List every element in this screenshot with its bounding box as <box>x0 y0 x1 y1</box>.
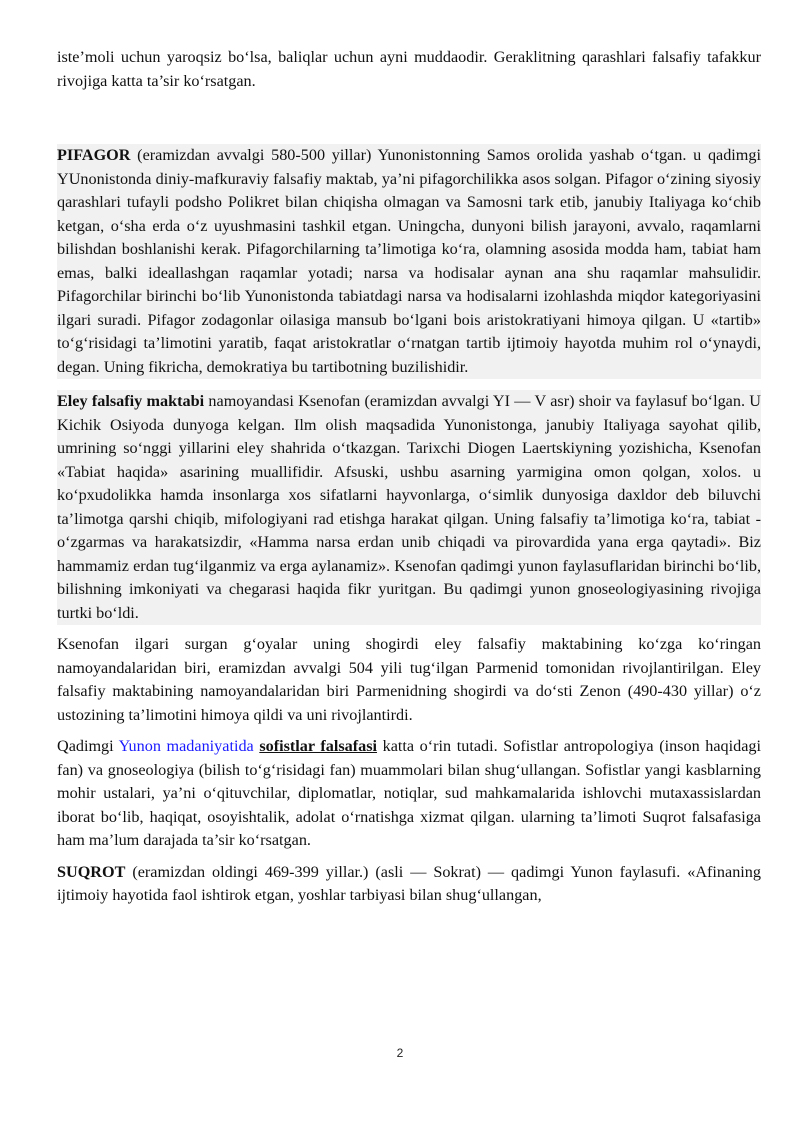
paragraph-eley-body: namoyandasi Ksenofan (eramizdan avvalgi YI — V asr) shoir va faylasuf bo‘lgan. U Kichik Osiyoda dunyoga kelgan. Ilm olish maqsadida Yunonistonga, janubiy Italiyaga sayohat qilib, umrining so‘nggi yillarini eley shahrida o‘tkazgan. Tarixchi Diogen Laertskiyning yozishicha, Ksenofan «Tabiat haqida» asarining muallifidir. Afsuski, ushbu asarning yarmigina omon qolgan, xolos. u ko‘pxudolikka hamda insonlarga xos sifatlarni hayvonlarga, o‘simlik dunyosiga daxldor deb biluvchi ta’limotga qarshi chiqib, mifologiyani rad etishga harakat qilgan. Uning falsafiy ta’limotiga ko‘ra, tabiat - o‘zgarmas va harakatsizdir, «Hamma narsa erdan unib chiqadi va pirovardida yana erga qaytadi». Biz hammamiz erdan tug‘ilganmiz va erga aylanamiz». Ksenofan qadimgi yunon faylasuflaridan birinchi bo‘lib, bilishning imkoniyati va chegarasi haqida fikr yuritgan. Bu qadimgi yunon gnoseologiyasining rivojiga turtki bo‘ldi. <box>57 392 761 622</box>
term-eley: Eley falsafiy maktabi <box>57 392 205 410</box>
link-sofistlar-falsafasi[interactable]: sofistlar falsafasi <box>259 737 378 755</box>
paragraph-heraclitus-end: iste’moli uchun yaroqsiz bo‘lsa, baliqlar uchun ayni muddaodir. Geraklitning qarashlari falsafiy tafakkur rivojiga katta ta’sir ko‘rsatgan. <box>57 48 761 90</box>
link-yunon-madaniyatida[interactable]: Yunon madaniyatida <box>118 737 254 755</box>
document-page <box>57 46 761 908</box>
paragraph-suqrot-body: (eramizdan oldingi 469-399 yillar.) (asli — Sokrat) — qadimgi Yunon faylasufi. «Afinaning ijtimoiy hayotida faol ishtirok etgan, yoshlar tarbiyasi bilan shug‘ullangan, <box>57 862 761 904</box>
page-number: 2 <box>396 1046 404 1060</box>
paragraph-pifagor <box>57 144 761 379</box>
spacer <box>57 625 761 633</box>
paragraph-pifagor-body: (eramizdan avvalgi 580-500 yillar) Yunonistonning Samos orolida yashab o‘tgan. u qadimgi YUnonistonda diniy-mafkuraviy falsafiy maktab, ya’ni pifagorchilikka asos solgan. Pifagor o‘zining siyosiy qarashlari tufayli podsho Polikret bilan chiqisha olmagan va Samosni tark etib, janubiy Italiyaga ko‘chib ketgan, o‘sha erda o‘z uyushmasini tashkil etgan. Uningcha, dunyoni bilish jarayoni, avvalo, raqamlarni bilishdan boshlanishi kerak. Pifagorchilarning ta’limotiga ko‘ra, olamning asosida modda ham, tabiat ham emas, balki ideallashgan raqamlar yotadi; narsa va hodisalar aynan ana shu raqamlar mahsulidir. Pifagorchilar birinchi bo‘lib Yunonistonda tabiatdagi narsa va hodisalarni izohlashda miqdor kategoriyasini ilgari suradi. Pifagor zodagonlar oilasiga mansub bo‘lgani bois aristokratiyani himoya qilgan. U «tartib» to‘g‘risidagi ta’limotini yaratib, faqat aristokratlar o‘rnatgan tartib ijtimoiy hayotda muhim rol o‘ynaydi, degan. Uning fikricha, demokratiya bu tartibotning buzilishidir. <box>57 146 761 376</box>
term-suqrot: SUQROT <box>57 862 126 881</box>
term-pifagor: PIFAGOR <box>57 146 131 164</box>
paragraph-sofistlar <box>57 735 761 853</box>
paragraph-suqrot <box>57 861 761 908</box>
paragraph-sofistlar-body: katta o‘rin tutadi. Sofistlar antropologiya (inson haqidagi fan) va gnoseologiya (bilish to‘g‘risidagi fan) muammolari bilan shug‘ullangan. Sofistlar yangi kasblarning mohir ustalari, ya’ni o‘qituvchilar, diplomatlar, notiqlar, sud mahkamalarida ishlovchi mutaxassislardan iborat bo‘lib, haqiqat, osoyishtalik, adolat o‘rnatishga xizmat qilgan. ularning ta’limoti Suqrot falsafasiga ham ma’lum darajada ta’sir ko‘rsatgan. <box>57 737 761 849</box>
paragraph-sofistlar-lead: Qadimgi <box>57 737 119 755</box>
spacer <box>57 379 761 390</box>
paragraph-eley <box>57 390 761 625</box>
spacer <box>57 853 761 861</box>
spacer <box>57 727 761 735</box>
spacer <box>57 93 761 144</box>
paragraph-ksenofan: Ksenofan ilgari surgan g‘oyalar uning shogirdi eley falsafiy maktabining ko‘zga ko‘ringan namoyandalaridan biri, eramizdan avvalgi 504 yili tug‘ilgan Parmenid tomonidan rivojlantirilgan. Eley falsafiy maktabining namoyandalaridan biri Parmenidning shogirdi va do‘sti Zenon (490-430 yillar) o‘z ustozining ta’limotini himoya qildi va uni rivojlantirdi. <box>57 635 761 724</box>
